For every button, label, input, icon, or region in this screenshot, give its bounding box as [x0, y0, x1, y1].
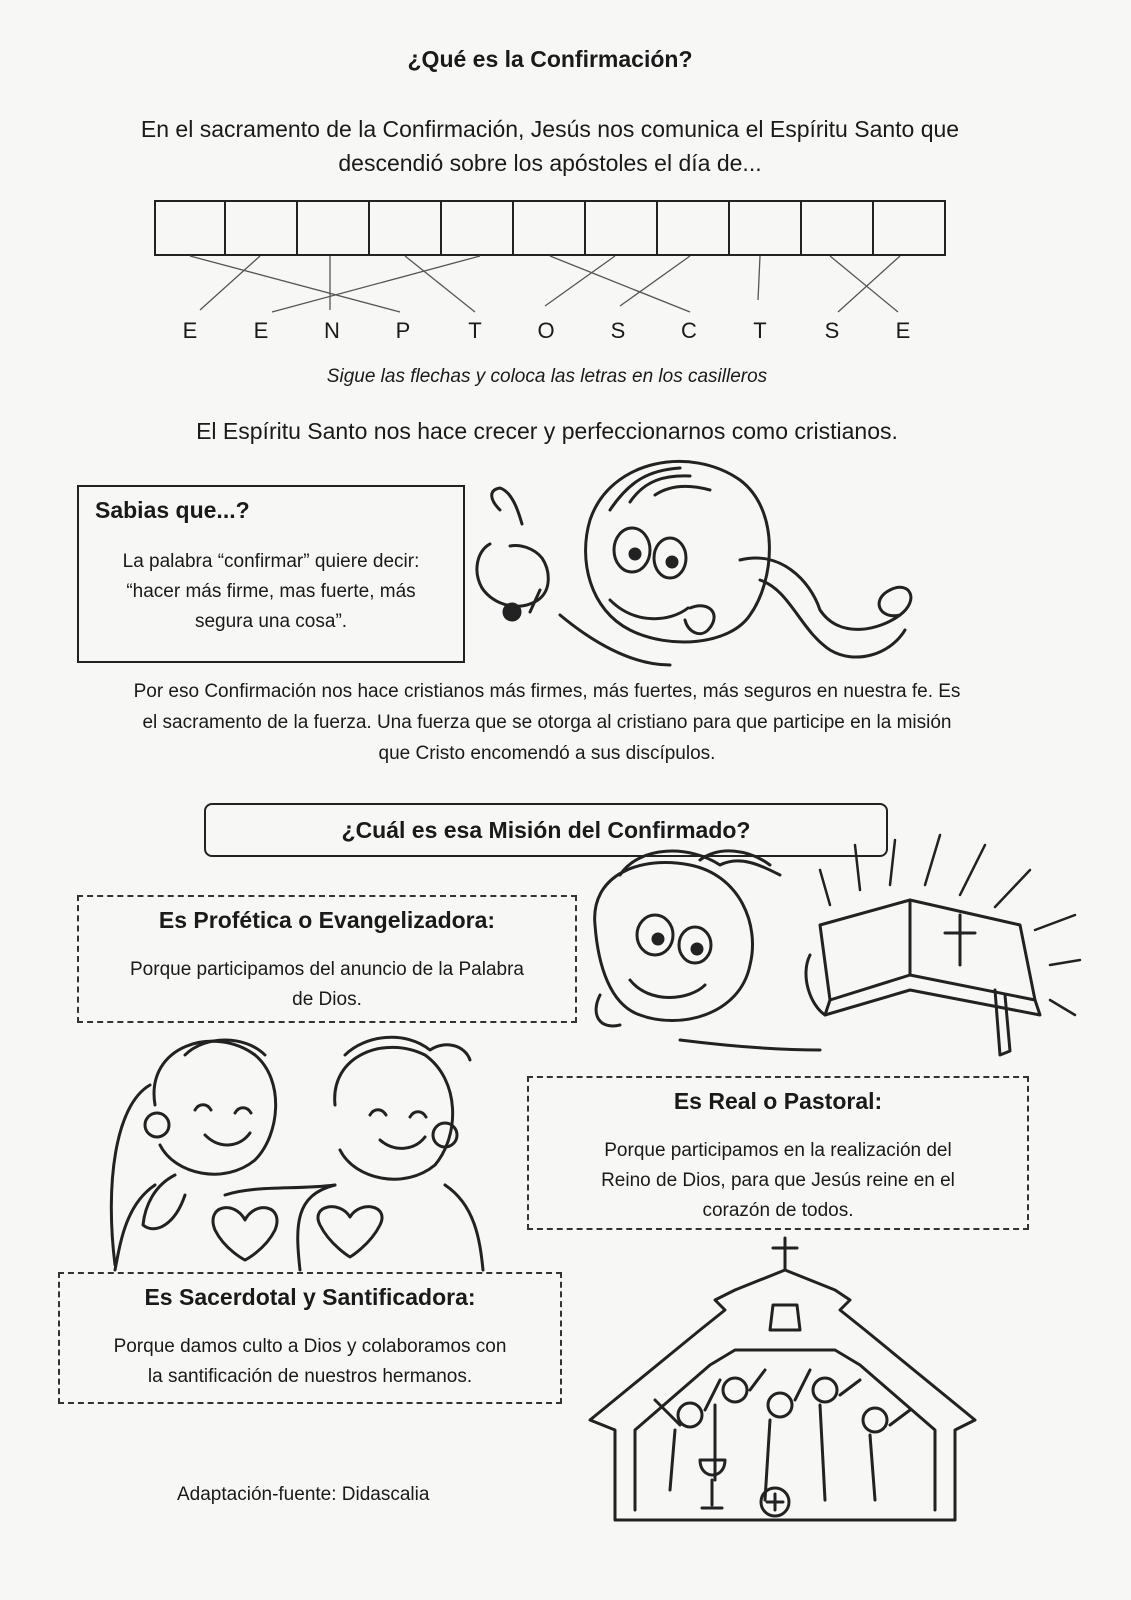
sacerdotal-text — [60, 1332, 560, 1392]
sacerdotal-line-2: la santificación de nuestros hermanos. — [147, 1366, 473, 1387]
sabias-heading: Sabias que...? — [95, 497, 250, 523]
letter: E — [895, 318, 911, 343]
confirmation-paragraph — [0, 676, 1094, 769]
letter: N — [324, 318, 340, 343]
real-text — [529, 1136, 1027, 1226]
real-box — [527, 1076, 1029, 1230]
letter: P — [395, 318, 411, 343]
sabias-line-2: “hacer más firme, mas fuerte, más — [126, 581, 416, 602]
sabias-line-1: La palabra “confirmar” quiere decir: — [122, 551, 420, 572]
letter: C — [681, 318, 697, 343]
paragraph-line-2: el sacramento de la fuerza. Una fuerza que se otorga al cristiano para que participe en la misión — [142, 712, 952, 733]
paragraph-line-1: Por eso Confirmación nos hace cristianos más firmes, más fuertes, más seguros en nuestra fe. Es — [133, 681, 961, 702]
letter: S — [610, 318, 626, 343]
sabias-que-box — [77, 485, 465, 663]
sacerdotal-heading: Es Sacerdotal y Santificadora: — [144, 1284, 476, 1310]
letter: E — [182, 318, 198, 343]
source-credit: Adaptación-fuente: Didascalia — [177, 1484, 430, 1505]
letter: S — [824, 318, 840, 343]
statement: El Espíritu Santo nos hace crecer y perfeccionarnos como cristianos. — [196, 418, 898, 444]
real-line-3: corazón de todos. — [702, 1200, 854, 1221]
intro-line-2: descendió sobre los apóstoles el día de... — [338, 150, 762, 176]
scrambled-letters — [0, 318, 1131, 348]
sabias-text — [79, 547, 463, 637]
intro-line-1: En el sacramento de la Confirmación, Jesús nos comunica el Espíritu Santo que — [140, 116, 960, 142]
letter: T — [468, 318, 482, 343]
girl-pointing-illustration — [460, 440, 930, 680]
profetica-line-1: Porque participamos del anuncio de la Palabra — [130, 959, 524, 980]
sabias-line-3: segura una cosa”. — [194, 611, 348, 632]
letter: E — [253, 318, 269, 343]
sacerdotal-line-1: Porque damos culto a Dios y colaboramos con — [113, 1336, 507, 1357]
church-illustration — [575, 1230, 1005, 1530]
profetica-heading: Es Profética o Evangelizadora: — [158, 907, 496, 933]
real-line-1: Porque participamos en la realización del — [604, 1140, 952, 1161]
mission-heading: ¿Cuál es esa Misión del Confirmado? — [341, 817, 751, 843]
profetica-text — [79, 955, 575, 1015]
page-title: ¿Qué es la Confirmación? — [407, 46, 693, 72]
sacerdotal-box — [58, 1272, 562, 1404]
profetica-box — [77, 895, 577, 1023]
puzzle-instruction: Sigue las flechas y coloca las letras en los casilleros — [326, 366, 768, 387]
two-kids-illustration — [95, 1025, 485, 1275]
letter: O — [537, 318, 555, 343]
boy-with-bible-illustration — [580, 815, 1085, 1070]
profetica-line-2: de Dios. — [292, 989, 362, 1010]
paragraph-line-3: que Cristo encomendó a sus discípulos. — [378, 743, 716, 764]
real-heading: Es Real o Pastoral: — [673, 1088, 883, 1114]
real-line-2: Reino de Dios, para que Jesús reine en el — [601, 1170, 955, 1191]
connector-lines — [0, 0, 1131, 340]
letter: T — [753, 318, 767, 343]
